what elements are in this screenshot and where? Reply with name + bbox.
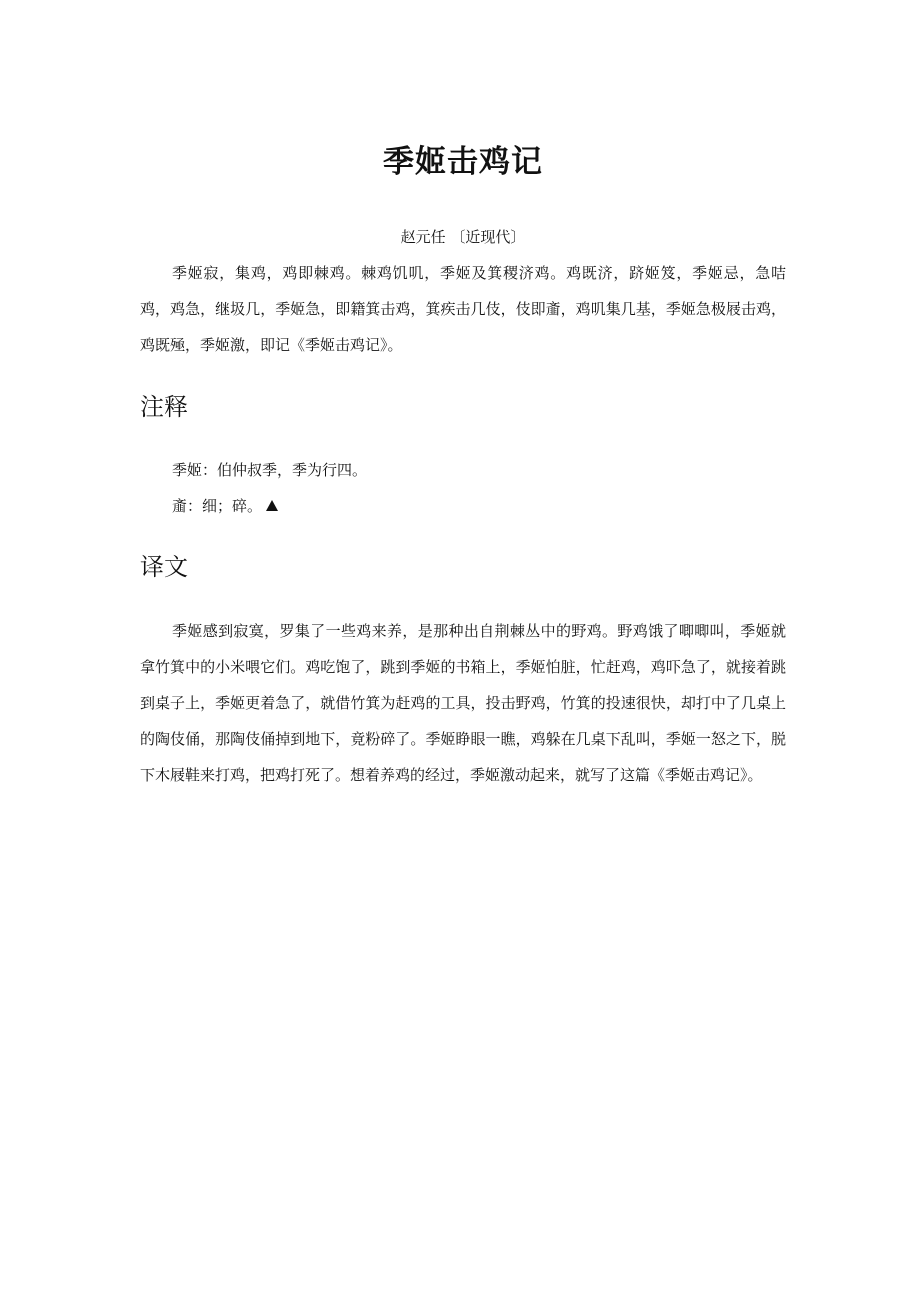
notes-heading: 注释 bbox=[140, 393, 188, 421]
note-text: 齑：细；碎。 bbox=[172, 497, 263, 515]
triangle-up-icon[interactable] bbox=[266, 500, 278, 511]
note-item-with-toggle bbox=[172, 495, 278, 517]
original-text: 季姬寂，集鸡，鸡即棘鸡。棘鸡饥叽，季姬及箕稷济鸡。鸡既济，跻姬笈，季姬忌，急咭鸡，鸡急，继圾几，季姬急，即籍箕击鸡，箕疾击几伎，伎即齑，鸡叽集几基，季姬急极屐击鸡，鸡既殛，季姬激，即记《季姬击鸡记》。 bbox=[140, 264, 786, 354]
translation-text: 季姬感到寂寞，罗集了一些鸡来养，是那种出自荆棘丛中的野鸡。野鸡饿了唧唧叫，季姬就拿竹箕中的小米喂它们。鸡吃饱了，跳到季姬的书箱上，季姬怕脏，忙赶鸡，鸡吓急了，就接着跳到桌子上，季姬更着急了，就借竹箕为赶鸡的工具，投击野鸡，竹箕的投速很快，却打中了几桌上的陶伎俑，那陶伎俑掉到地下，竟粉碎了。季姬睁眼一瞧，鸡躲在几桌下乱叫，季姬一怒之下，脱下木屐鞋来打鸡，把鸡打死了。想着养鸡的经过，季姬激动起来，就写了这篇《季姬击鸡记》。 bbox=[140, 622, 786, 784]
page-title: 季姬击鸡记 bbox=[383, 144, 543, 180]
note-item: 季姬：伯仲叔季，季为行四。 bbox=[172, 461, 368, 479]
translation-heading: 译文 bbox=[140, 553, 188, 581]
author-line: 赵元任 〔近现代〕 bbox=[400, 228, 526, 246]
